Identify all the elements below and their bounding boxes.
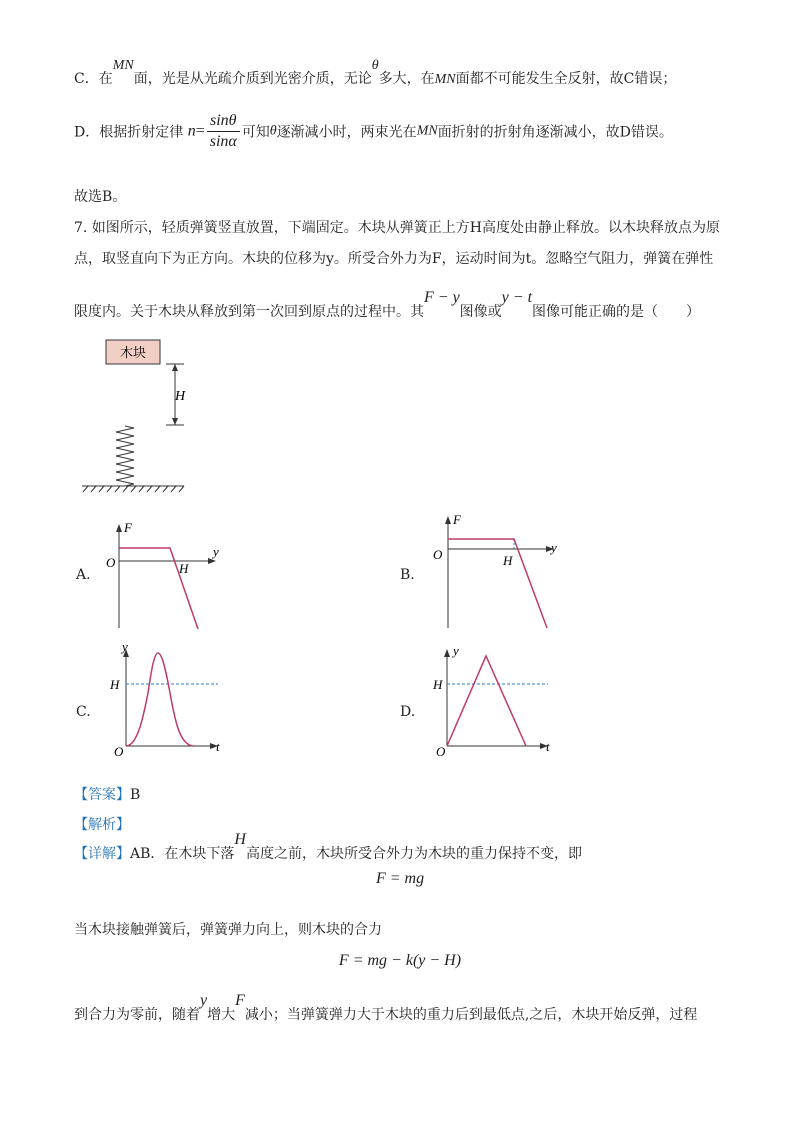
option-d-label[interactable]: D. bbox=[400, 704, 416, 720]
height-label: H bbox=[174, 389, 186, 404]
question-7-line1: 7. 如图所示，轻质弹簧竖直放置，下端固定。木块从弹簧正上方H高度处由静止释放。以木块释放点为原 bbox=[74, 220, 721, 236]
option-a-label[interactable]: A. bbox=[76, 567, 91, 583]
ground-hatch bbox=[83, 486, 184, 492]
graph-d[interactable] bbox=[430, 643, 560, 758]
mn-symbol: MN bbox=[112, 58, 134, 73]
svg-text:H: H bbox=[110, 677, 120, 692]
refraction-fraction: $\frac{\sin\theta}{\sin\alpha}$ bbox=[207, 112, 240, 151]
detail-line2: 当木块接触弹簧后，弹簧弹力向上，则木块的合力 bbox=[74, 922, 382, 938]
graph-c[interactable] bbox=[110, 643, 230, 758]
conclusion: 故选B。 bbox=[74, 189, 127, 205]
answer-value: B bbox=[130, 787, 141, 803]
option-c-label[interactable]: C. bbox=[76, 704, 91, 720]
option-b-label[interactable]: B. bbox=[400, 567, 415, 583]
svg-text:t: t bbox=[216, 739, 220, 754]
equation-2: F = mg − k(y − H) bbox=[338, 952, 462, 969]
spring bbox=[116, 426, 134, 486]
svg-text:F: F bbox=[124, 520, 132, 535]
graph-c-curve bbox=[126, 653, 194, 746]
svg-text:y: y bbox=[213, 544, 219, 559]
question-7-line2: 点，取竖直向下为正方向。木块的位移为y。所受合外力为F，运动时间为t。忽略空气阻力，弹簧在弹性 bbox=[74, 251, 714, 267]
graph-a[interactable] bbox=[100, 520, 230, 635]
graph-b[interactable] bbox=[430, 510, 560, 630]
svg-text:y: y bbox=[122, 643, 128, 654]
svg-text:O: O bbox=[433, 547, 443, 562]
block-label: 木块 bbox=[119, 346, 147, 361]
detail-line3: 到合力为零前，随着y增大F减小；当弹簧弹力大于木块的重力后到最低点,之后，木块开始反弹，过程 bbox=[74, 992, 698, 1023]
svg-text:H: H bbox=[179, 561, 189, 576]
option-d-explanation: D．根据折射定律 n= $\frac{\sin\theta}{\sin\alpha}$ 可知θ逐渐减小时，两束光在MN面折射的折射角逐渐减小，故D错误。 bbox=[74, 112, 673, 150]
svg-text:H: H bbox=[433, 677, 443, 692]
equation-1: F = mg bbox=[375, 870, 425, 887]
question-7-line3: 限度内。关于木块从释放到第一次回到原点的过程中。其F − y图像或y − t图像可能正确的是（ ） bbox=[74, 289, 701, 320]
graph-b-curve bbox=[448, 539, 547, 628]
svg-text:O: O bbox=[106, 555, 116, 570]
svg-text:F: F bbox=[453, 512, 461, 527]
answer-line: 【答案】B bbox=[74, 787, 141, 803]
analysis-tag: 【解析】 bbox=[74, 817, 130, 833]
spring-block-figure bbox=[80, 336, 200, 496]
svg-text:y: y bbox=[551, 540, 557, 555]
svg-text:H: H bbox=[503, 553, 513, 568]
theta-symbol: θ bbox=[371, 58, 379, 73]
svg-text:t: t bbox=[546, 739, 550, 754]
option-c-explanation: C．在MN面，光是从光疏介质到光密介质，无论θ多大，在MN面都不可能发生全反射，故C错误； bbox=[74, 58, 677, 87]
svg-text:O: O bbox=[436, 744, 446, 758]
svg-text:y: y bbox=[453, 643, 459, 658]
detail-line1: 【详解】AB．在木块下落H高度之前，木块所受合外力为木块的重力保持不变，即 bbox=[74, 831, 582, 862]
svg-text:O: O bbox=[114, 744, 124, 758]
graph-d-curve bbox=[447, 656, 526, 746]
